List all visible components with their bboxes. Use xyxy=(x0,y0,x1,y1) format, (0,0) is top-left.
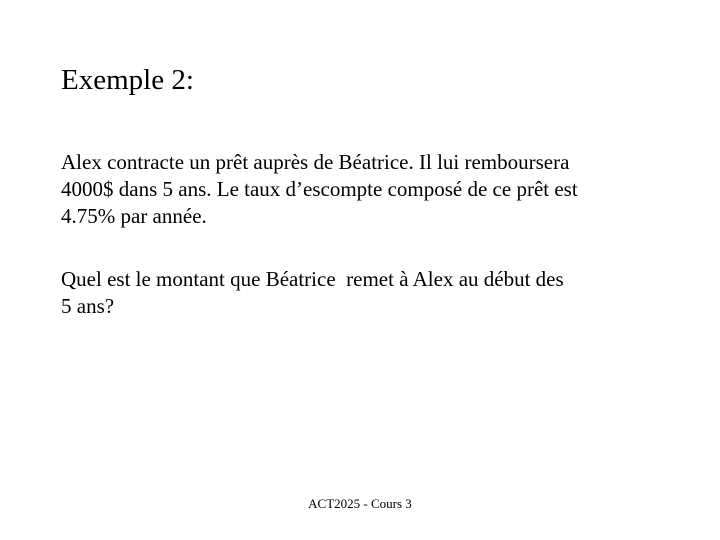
text-line: 4.75% par année. xyxy=(61,204,207,228)
text-line: 5 ans? xyxy=(61,294,115,318)
slide-footer: ACT2025 - Cours 3 xyxy=(308,496,412,511)
question xyxy=(61,266,564,320)
text-line: Alex contracte un prêt auprès de Béatrice. Il lui remboursera xyxy=(61,150,570,174)
text-line: Quel est le montant que Béatrice remet à Alex au début des xyxy=(61,267,564,291)
problem-statement xyxy=(61,149,578,230)
slide-title: Exemple 2: xyxy=(61,64,194,96)
text-line: 4000$ dans 5 ans. Le taux d’escompte composé de ce prêt est xyxy=(61,177,578,201)
